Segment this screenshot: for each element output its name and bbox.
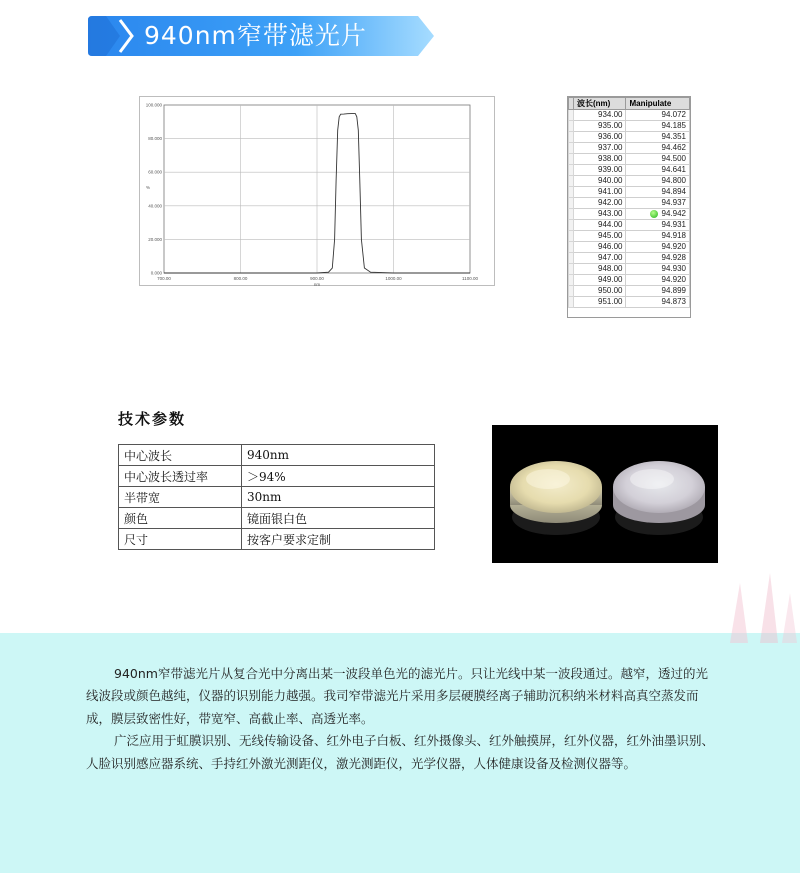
y-axis-label: %: [145, 185, 151, 190]
page-title: 940nm窄带滤光片: [144, 21, 367, 50]
y-tick-label: 60.000: [148, 169, 162, 175]
product-description: [86, 663, 716, 775]
table-row: [569, 165, 690, 176]
spec-row: [119, 529, 435, 550]
manipulate-value: 94.899: [661, 286, 686, 295]
wavelength-cell: 947.00: [574, 253, 626, 264]
table-row: [569, 264, 690, 275]
table-row: [569, 143, 690, 154]
manipulate-cell: [626, 154, 690, 165]
manipulate-cell: [626, 121, 690, 132]
table-row: [569, 176, 690, 187]
manipulate-value: 94.920: [661, 275, 686, 284]
manipulate-cell: [626, 209, 690, 220]
manipulate-cell: [626, 253, 690, 264]
wavelength-cell: 935.00: [574, 121, 626, 132]
x-tick-label: 1100.00: [462, 276, 478, 281]
description-paragraph-2: 广泛应用于虹膜识别、无线传输设备、红外电子白板、红外摄像头、红外触摸屏，红外仪器，红外油墨识别、人脸识别感应器系统、手持红外激光测距仪，激光测距仪，光学仪器，人体健康设备及检测仪器等。: [86, 733, 715, 771]
manipulate-value: 94.185: [661, 121, 686, 130]
wavelength-cell: 945.00: [574, 231, 626, 242]
wavelength-cell: 944.00: [574, 220, 626, 231]
title-banner: [86, 14, 436, 58]
spec-row: [119, 445, 435, 466]
wavelength-cell: 939.00: [574, 165, 626, 176]
spec-label: 中心波长透过率: [119, 466, 242, 487]
manipulate-value: 94.072: [661, 110, 686, 119]
x-tick-label: 700.00: [157, 276, 171, 281]
specs-table: [118, 444, 435, 550]
wavelength-cell: 951.00: [574, 297, 626, 308]
x-tick-label: 800.00: [233, 276, 248, 281]
x-tick-label: 1000.00: [385, 276, 402, 281]
decorative-graphic: [670, 573, 800, 643]
wavelength-cell: 950.00: [574, 286, 626, 297]
y-tick-label: 100.000: [145, 102, 162, 108]
spec-row: [119, 487, 435, 508]
manipulate-cell: [626, 275, 690, 286]
green-marker-icon: [650, 210, 658, 218]
spec-value: ＞94%: [242, 466, 435, 487]
manipulate-cell: [626, 231, 690, 242]
wavelength-cell: 940.00: [574, 176, 626, 187]
product-photo: [492, 425, 718, 563]
manipulate-value: 94.873: [661, 297, 686, 306]
manipulate-cell: [626, 264, 690, 275]
spec-value: 镜面银白色: [242, 508, 435, 529]
data-table-panel: [567, 96, 691, 318]
manipulate-value: 94.928: [661, 253, 686, 262]
manipulate-cell: [626, 143, 690, 154]
y-tick-label: 80.000: [148, 136, 162, 142]
wavelength-cell: 937.00: [574, 143, 626, 154]
y-tick-label: 0.000: [150, 270, 162, 276]
spec-label: 中心波长: [119, 445, 242, 466]
manipulate-cell: [626, 165, 690, 176]
manipulate-cell: [626, 176, 690, 187]
table-row: [569, 275, 690, 286]
manipulate-value: 94.920: [661, 242, 686, 251]
table-row: [569, 220, 690, 231]
spectrum-svg: [140, 97, 496, 287]
table-row: [569, 209, 690, 220]
spec-label: 尺寸: [119, 529, 242, 550]
manipulate-value: 94.462: [661, 143, 686, 152]
y-tick-label: 20.000: [148, 236, 162, 242]
manipulate-cell: [626, 198, 690, 209]
wavelength-cell: 941.00: [574, 187, 626, 198]
table-row: [569, 253, 690, 264]
manipulate-value: 94.800: [661, 176, 686, 185]
spec-value: 940nm: [242, 445, 435, 466]
manipulate-value: 94.351: [661, 132, 686, 141]
table-row: [569, 110, 690, 121]
wavelength-cell: 948.00: [574, 264, 626, 275]
wavelength-column-header: 波长(nm): [574, 98, 626, 110]
wavelength-cell: 938.00: [574, 154, 626, 165]
manipulate-cell: [626, 132, 690, 143]
y-tick-label: 40.000: [148, 203, 162, 209]
table-row: [569, 121, 690, 132]
table-row: [569, 132, 690, 143]
manipulate-value: 94.500: [661, 154, 686, 163]
wavelength-cell: 949.00: [574, 275, 626, 286]
manipulate-column-header: Manipulate: [626, 98, 690, 110]
manipulate-value: 94.641: [661, 165, 686, 174]
spectrum-chart: [139, 96, 495, 286]
spec-value: 30nm: [242, 487, 435, 508]
specs-heading: 技术参数: [118, 410, 187, 428]
x-tick-label: 900.00: [310, 276, 324, 281]
manipulate-cell: [626, 220, 690, 231]
manipulate-cell: [626, 110, 690, 121]
manipulate-value: 94.894: [661, 187, 686, 196]
description-paragraph-1: 940nm窄带滤光片从复合光中分离出某一波段单色光的滤光片。只让光线中某一波段通过。越窄，透过的光线波段或颜色越纯，仪器的识别能力越强。我司窄带滤光片采用多层硬膜经离子辅助沉积纳米材料高真空蒸发而成，膜层致密性好，带宽窄、高截止率、高透光率。: [86, 666, 708, 726]
data-table: [568, 97, 690, 308]
x-axis-label: nm: [313, 282, 321, 287]
spec-value: 按客户要求定制: [242, 529, 435, 550]
manipulate-value: 94.942: [661, 209, 686, 218]
manipulate-value: 94.937: [661, 198, 686, 207]
wavelength-cell: 943.00: [574, 209, 626, 220]
spec-label: 半带宽: [119, 487, 242, 508]
table-row: [569, 154, 690, 165]
filter-lenses-image: [492, 425, 718, 563]
table-row: [569, 231, 690, 242]
table-row: [569, 187, 690, 198]
table-row: [569, 242, 690, 253]
wavelength-cell: 934.00: [574, 110, 626, 121]
table-row: [569, 286, 690, 297]
manipulate-cell: [626, 242, 690, 253]
table-row: [569, 198, 690, 209]
manipulate-cell: [626, 187, 690, 198]
manipulate-value: 94.931: [661, 220, 686, 229]
spec-row: [119, 508, 435, 529]
wavelength-cell: 946.00: [574, 242, 626, 253]
spec-label: 颜色: [119, 508, 242, 529]
manipulate-cell: [626, 286, 690, 297]
wavelength-cell: 942.00: [574, 198, 626, 209]
manipulate-value: 94.918: [661, 231, 686, 240]
manipulate-value: 94.930: [661, 264, 686, 273]
table-row: [569, 297, 690, 308]
manipulate-cell: [626, 297, 690, 308]
wavelength-cell: 936.00: [574, 132, 626, 143]
spec-row: [119, 466, 435, 487]
